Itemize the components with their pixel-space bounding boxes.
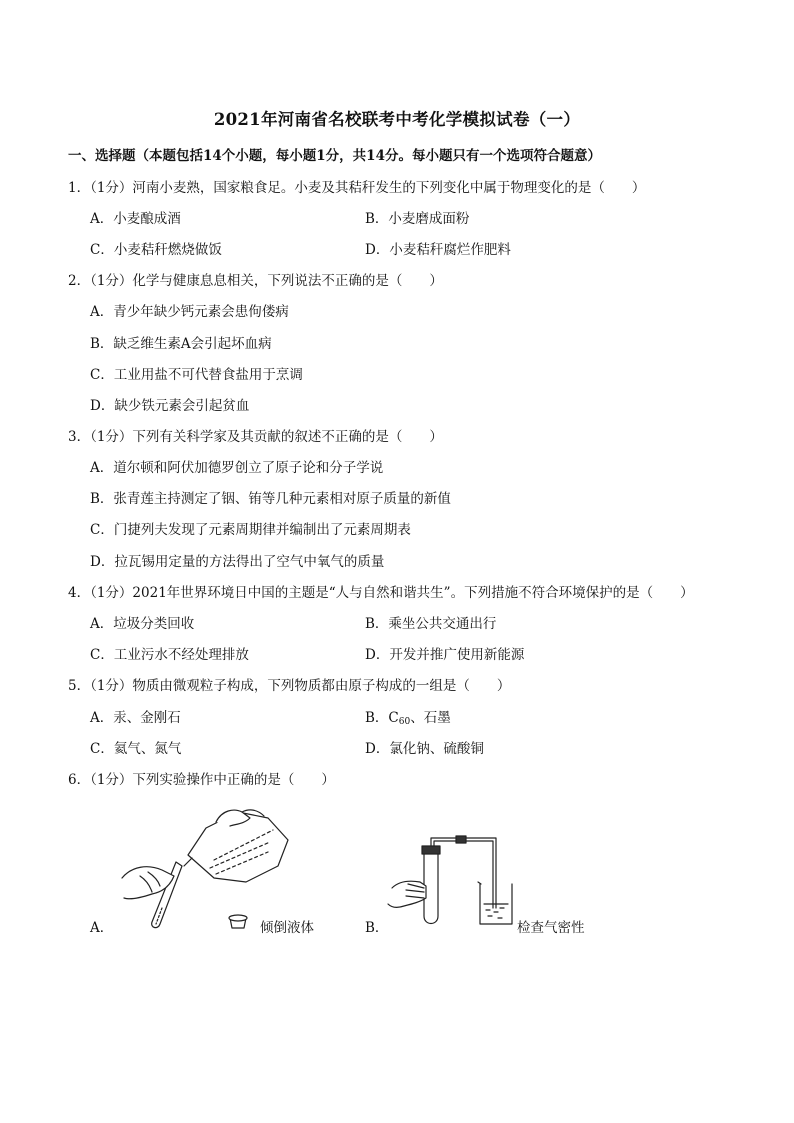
q5-option-c: C．氦气、氮气 [90,741,182,757]
page-title: 2021年河南省名校联考中考化学模拟试卷（一） [213,110,581,129]
q1-option-c: C．小麦秸秆燃烧做饭 [90,242,222,258]
q6-option-a: A． [90,920,114,936]
q5-option-b-rest: 、石墨 [410,710,451,726]
q5-option-a: A．汞、金刚石 [90,710,181,726]
airtightness-check-figure [384,832,534,932]
q2-option-c: C．工业用盐不可代替食盐用于烹调 [90,367,303,383]
question-1: 1．（1分）河南小麦熟，国家粮食足。小麦及其秸秆发生的下列变化中属于物理变化的是（ ） [68,180,646,196]
q1-option-a: A．小麦酿成酒 [90,211,181,227]
q3-option-c: C．门捷列夫发现了元素周期律并编制出了元素周期表 [90,522,411,538]
question-3: 3．（1分）下列有关科学家及其贡献的叙述不正确的是（ ） [68,429,443,445]
q5-option-d: D．氯化钠、硫酸铜 [365,741,484,757]
q4-option-b: B．乘坐公共交通出行 [365,616,497,632]
question-4: 4．（1分）2021年世界环境日中国的主题是“人与自然和谐共生”。下列措施不符合环境保护的是（ ） [68,585,694,601]
q4-option-d: D．开发并推广使用新能源 [365,647,525,663]
section-heading: 一、选择题（本题包括14个小题，每小题1分，共14分。每小题只有一个选项符合题意） [68,148,601,164]
q4-option-c: C．工业污水不经处理排放 [90,647,249,663]
q6-caption-a: 倾倒液体 [260,920,314,936]
q1-option-b: B．小麦磨成面粉 [365,211,470,227]
question-2: 2．（1分）化学与健康息息相关，下列说法不正确的是（ ） [68,273,443,289]
q3-option-d: D．拉瓦锡用定量的方法得出了空气中氧气的质量 [90,554,385,570]
q2-option-b: B．缺乏维生素A会引起坏血病 [90,336,272,352]
question-6: 6．（1分）下列实验操作中正确的是（ ） [68,772,335,788]
q5-option-b [365,706,451,727]
q6-option-b: B． [365,920,389,936]
q2-option-d: D．缺少铁元素会引起贫血 [90,398,250,414]
q4-option-a: A．垃圾分类回收 [90,616,195,632]
q2-option-a: A．青少年缺少钙元素会患佝偻病 [90,304,289,320]
q1-option-d: D．小麦秸秆腐烂作肥料 [365,242,511,258]
question-5: 5．（1分）物质由微观粒子构成，下列物质都由原子构成的一组是（ ） [68,678,511,694]
q5-option-b-label: B．C [365,710,399,726]
q3-option-a: A．道尔顿和阿伏加德罗创立了原子论和分子学说 [90,460,384,476]
q5-option-b-subscript: 60 [398,717,411,727]
q6-caption-b: 检查气密性 [517,920,585,936]
q3-option-b: B．张青莲主持测定了铟、铕等几种元素相对原子质量的新值 [90,491,451,507]
